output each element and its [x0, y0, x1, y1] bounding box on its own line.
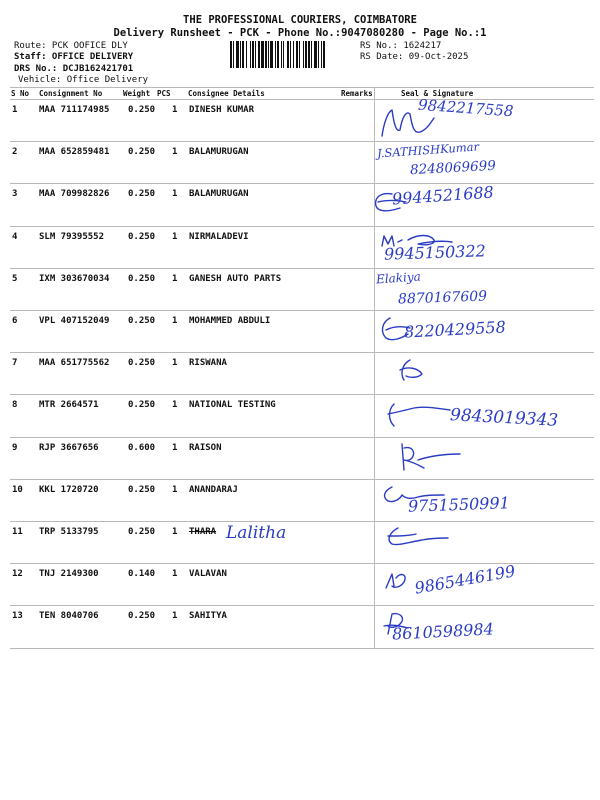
handwriting-phone-row8: 9843019343 [449, 405, 559, 431]
cell-consignment: TRP 5133795 [39, 527, 99, 537]
cell-weight: 0.250 [128, 400, 156, 411]
header-consignment: Consignment No [39, 89, 103, 98]
cell-weight: 0.250 [128, 147, 156, 158]
cell-sno: 10 [12, 484, 23, 495]
cell-consignment: SLM 79395552 [39, 231, 105, 242]
signature-row13 [378, 608, 414, 638]
signature-row9 [394, 440, 464, 474]
signature-row10 [378, 483, 448, 505]
row-divider [10, 648, 594, 649]
cell-weight: 0.250 [128, 105, 156, 115]
cell-consignment: RJP 3667656 [39, 442, 99, 453]
handwriting-phone-row1: 9842217558 [417, 95, 514, 121]
row-divider [10, 310, 594, 311]
cell-sno: 12 [12, 569, 23, 580]
table-top-rule [10, 87, 594, 88]
cell-consignment: KKL 1720720 [39, 484, 99, 495]
cell-consignee: ANANDARAJ [189, 484, 238, 495]
cell-consignment: MTR 2664571 [39, 400, 99, 411]
signature-row3 [370, 188, 410, 218]
cell-pcs: 1 [172, 400, 178, 411]
cell-pcs: 1 [172, 527, 178, 537]
cell-consignee: NIRMALADEVI [189, 231, 249, 242]
cell-pcs: 1 [172, 569, 178, 580]
cell-consignee: BALAMURUGAN [189, 189, 249, 200]
cell-pcs: 1 [172, 442, 178, 453]
cell-weight: 0.250 [128, 358, 156, 369]
cell-weight: 0.600 [128, 442, 156, 453]
header-seal: Seal & Signature [401, 89, 474, 98]
handwriting-phone-row12: 9865446199 [413, 561, 517, 598]
signature-row6 [376, 312, 416, 346]
route-info: Route: PCK OOFICE DLY [14, 41, 128, 51]
row-divider [10, 394, 594, 395]
cell-sno: 9 [12, 442, 18, 453]
row-divider [10, 183, 594, 184]
cell-pcs: 1 [172, 316, 178, 326]
handwriting-phone-row2: 8248069699 [409, 157, 497, 179]
header-remarks: Remarks [341, 89, 373, 98]
cell-consignee: MOHAMMED ABDULI [189, 316, 271, 326]
cell-pcs: 1 [172, 358, 178, 369]
cell-consignment: TNJ 2149300 [39, 569, 99, 580]
cell-sno: 3 [12, 189, 18, 200]
cell-sno: 13 [12, 611, 23, 622]
handwriting-consignee-note-row11: Lalitha [226, 523, 287, 543]
cell-sno: 6 [12, 316, 18, 326]
runsheet-subtitle: Delivery Runsheet - PCK - Phone No.:9047080280 - Page No.:1 [113, 27, 487, 39]
row-divider [10, 141, 594, 142]
handwriting-name-row5: Elakiya [375, 269, 422, 287]
cell-weight: 0.250 [128, 527, 156, 537]
signature-row11 [378, 524, 452, 550]
cell-pcs: 1 [172, 273, 178, 284]
cell-consignment: MAA 709982826 [39, 189, 110, 200]
vehicle-info: Vehicle: Office Delivery [18, 75, 149, 85]
row-divider [10, 605, 594, 606]
handwriting-phone-row13: 8610598984 [391, 619, 495, 644]
drs-number: DRS No.: DCJB162421701 [14, 64, 134, 74]
header-consignee: Consignee Details [188, 89, 265, 98]
cell-consignment: MAA 711174985 [39, 105, 110, 115]
barcode [230, 41, 354, 68]
handwriting-phone-row6: 8220429558 [403, 317, 507, 342]
header-bottom-rule [10, 99, 594, 100]
cell-weight: 0.140 [128, 569, 156, 580]
cell-weight: 0.250 [128, 611, 156, 622]
handwriting-phone-row4: 9945150322 [383, 241, 487, 264]
rs-date: RS Date: 09-Oct-2025 [360, 52, 469, 62]
staff-info: Staff: OFFICE DELIVERY [14, 52, 134, 62]
cell-consignee: RISWANA [189, 358, 227, 369]
cell-weight: 0.250 [128, 484, 156, 495]
cell-pcs: 1 [172, 189, 178, 200]
cell-consignee: GANESH AUTO PARTS [189, 273, 282, 284]
handwriting-phone-row5: 8870167609 [397, 288, 488, 308]
signature-row4 [378, 230, 458, 252]
signature-row7 [392, 356, 428, 386]
header-pcs: PCS [157, 89, 171, 98]
row-divider [10, 352, 594, 353]
cell-pcs: 1 [172, 147, 178, 158]
cell-sno: 2 [12, 147, 18, 158]
cell-consignment: VPL 407152049 [39, 316, 110, 326]
row-divider [10, 479, 594, 480]
cell-sno: 5 [12, 273, 18, 284]
cell-consignment: MAA 651775562 [39, 358, 110, 369]
cell-sno: 11 [12, 527, 23, 537]
cell-sno: 8 [12, 400, 18, 411]
cell-weight: 0.250 [128, 189, 156, 200]
cell-consignee: SAHITYA [189, 611, 227, 622]
signature-row12 [378, 568, 418, 594]
cell-sno: 7 [12, 358, 18, 369]
row-divider [10, 521, 594, 522]
cell-weight: 0.250 [128, 231, 156, 242]
cell-consignment: MAA 652859481 [39, 147, 110, 158]
header-sno: S No [11, 89, 30, 98]
row-divider [10, 268, 594, 269]
signature-row8 [380, 398, 454, 432]
cell-consignee: NATIONAL TESTING [189, 400, 276, 411]
handwriting-phone-row3: 9944521688 [391, 182, 495, 209]
cell-consignee: THARA [189, 527, 217, 537]
cell-consignee: RAISON [189, 442, 222, 453]
cell-weight: 0.250 [128, 316, 156, 326]
cell-weight: 0.250 [128, 273, 156, 284]
cell-consignee: VALAVAN [189, 569, 227, 580]
cell-sno: 1 [12, 105, 18, 115]
cell-consignment: IXM 303670034 [39, 273, 110, 284]
cell-pcs: 1 [172, 231, 178, 242]
cell-sno: 4 [12, 231, 18, 242]
company-title: THE PROFESSIONAL COURIERS, COIMBATORE [183, 14, 417, 26]
cell-consignment: TEN 8040706 [39, 611, 99, 622]
cell-consignee: BALAMURUGAN [189, 147, 249, 158]
cell-pcs: 1 [172, 611, 178, 622]
rs-number: RS No.: 1624217 [360, 41, 442, 51]
signature-row1 [378, 104, 438, 144]
handwriting-name-row2: J.SATHISHKumar [376, 139, 480, 161]
cell-pcs: 1 [172, 105, 178, 115]
cell-pcs: 1 [172, 484, 178, 495]
row-divider [10, 226, 594, 227]
cell-consignee: DINESH KUMAR [189, 105, 255, 115]
row-divider [10, 437, 594, 438]
header-weight: Weight [123, 89, 151, 98]
handwriting-phone-row10: 9751550991 [407, 493, 511, 516]
